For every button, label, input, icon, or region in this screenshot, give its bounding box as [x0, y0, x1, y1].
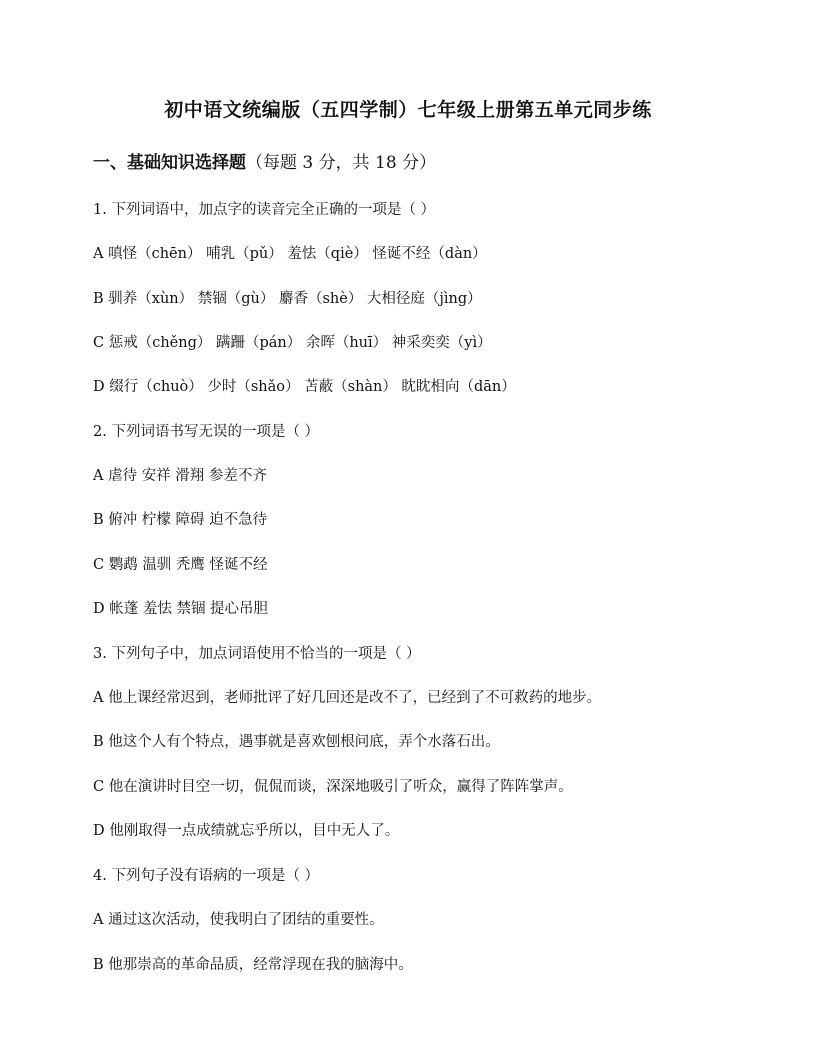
question-2-option-a: A 虐待 安祥 滑翔 参差不齐	[93, 468, 267, 484]
question-3-option-b: B 他这个人有个特点，遇事就是喜欢刨根问底，弄个水落石出。	[93, 734, 500, 750]
question-3-option-d: D 他刚取得一点成绩就忘乎所以，目中无人了。	[93, 823, 400, 839]
question-1-option-a: A 嗔怪（chēn） 哺乳（pǔ） 羞怯（qiè） 怪诞不经（dàn）	[93, 246, 487, 262]
question-2-option-c: C 鹦鹉 温驯 秃鹰 怪诞不经	[93, 557, 268, 573]
question-2-stem: 2. 下列词语书写无误的一项是（ ）	[93, 424, 320, 440]
question-3-option-c: C 他在演讲时目空一切，侃侃而谈，深深地吸引了听众，赢得了阵阵掌声。	[93, 779, 573, 795]
section-heading	[93, 148, 436, 173]
question-3-stem: 3. 下列句子中，加点词语使用不恰当的一项是（ ）	[93, 646, 421, 662]
question-4-option-a: A 通过这次活动，使我明白了团结的重要性。	[93, 912, 384, 928]
question-4-stem: 4. 下列句子没有语病的一项是（ ）	[93, 868, 320, 884]
page-title: 初中语文统编版（五四学制）七年级上册第五单元同步练	[164, 99, 652, 121]
question-2-option-b: B 俯冲 柠檬 障碍 迫不急待	[93, 512, 268, 528]
question-2-option-d: D 帐蓬 羞怯 禁锢 提心吊胆	[93, 601, 269, 617]
question-3-option-a: A 他上课经常迟到，老师批评了好几回还是改不了，已经到了不可救药的地步。	[93, 690, 602, 706]
question-1-option-b: B 驯养（xùn） 禁锢（gù） 麝香（shè） 大相径庭（jìng）	[93, 291, 482, 307]
section-score-note: （每题 3 分，共 18 分）	[246, 153, 437, 173]
question-1-option-c: C 惩戒（chěng） 蹒跚（pán） 余晖（huī） 神采奕奕（yì）	[93, 335, 492, 351]
section-title: 一、基础知识选择题	[93, 153, 246, 173]
question-1-stem: 1. 下列词语中，加点字的读音完全正确的一项是（ ）	[93, 202, 436, 218]
question-4-option-b: B 他那崇高的革命品质，经常浮现在我的脑海中。	[93, 957, 413, 973]
question-1-option-d: D 缀行（chuò） 少时（shǎo） 苫蔽（shàn） 眈眈相向（dān）	[93, 379, 516, 395]
